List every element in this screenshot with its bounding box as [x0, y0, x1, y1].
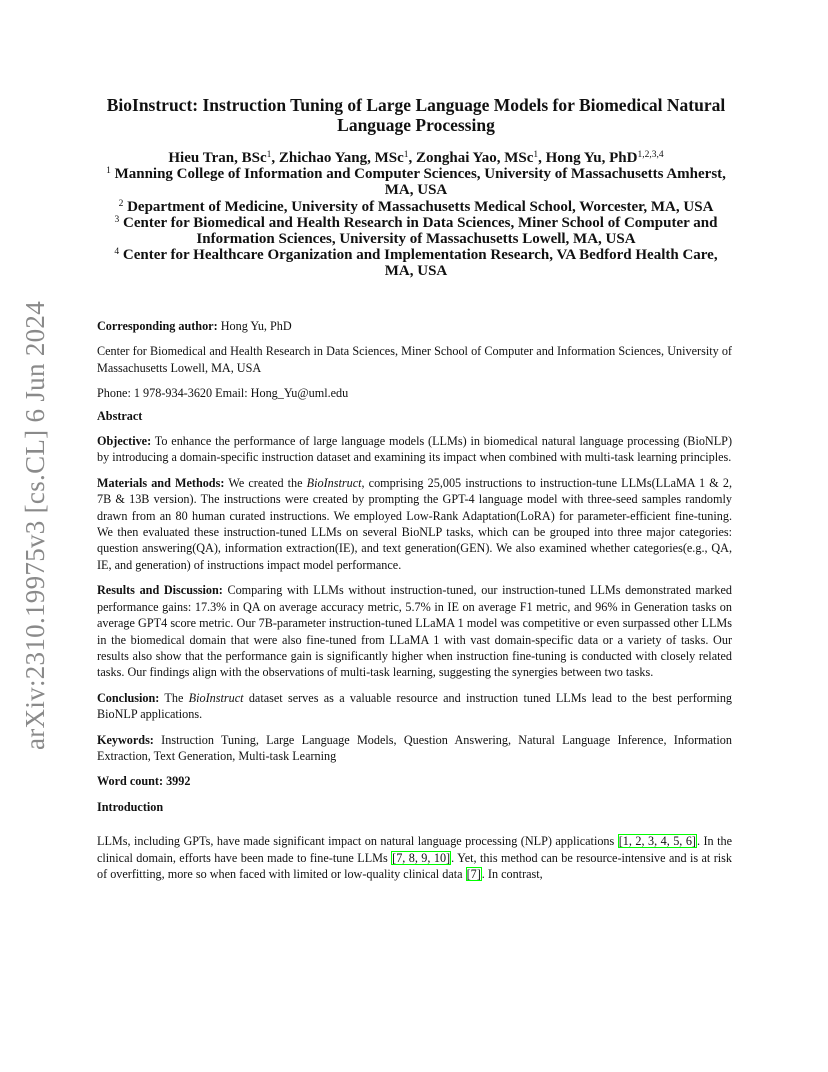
methods-text-post: , comprising 25,005 instructions to instruction-tune LLMs(LLaMA 1 & 2, 7B & 13B version). The instructions were created by prompting the GPT-4 language model with three-seed samples randomly drawn from an 80 human curated instructions. We employed Low-Rank Adaptation(LoRA) for parameter-efficient fine-tuning. We then evaluated these instruction-tuned LLMs on several BioNLP tasks, which can be grouped into three major categories: question answering(QA), information extraction(IE), and text generation(GEN). We also examined whether categories(e.g., QA, IE, and generation) of instructions impact model performance. — [97, 475, 733, 572]
author-name: Hieu Tran, BSc — [168, 150, 267, 166]
corresponding-label: Corresponding author: — [97, 319, 218, 333]
author-block — [100, 150, 732, 280]
dataset-name: BioInstruct — [188, 690, 244, 705]
results-text: Comparing with LLMs without instruction-tuned, our instruction-tuned LLMs demonstrated marked performance gains: 17.3% in QA on average accuracy metric, 5.7% in IE on average F1 metric, and 96% in Generation tasks on average GPT4 score metric. Our 7B-parameter instruction-tuned LLaMA 1 model was competitive or even surpassed other LLMs in the biomedical domain that were also fine-tuned from LLaMA 1 with vast domain-specific data or a variety of tasks. Our results also show that the performance gain is significantly higher when instruction fine-tuning is conducted with closely related tasks. Our findings align with the observations of multi-task learning, suggesting the synergies between two tasks. — [97, 583, 732, 680]
affiliation-text: Center for Healthcare Organization and Implementation Research, VA Bedford Health Care, MA, USA — [122, 247, 718, 280]
author-sup: 1 — [403, 150, 409, 160]
introduction-paragraph — [97, 833, 732, 882]
paper-title: BioInstruct: Instruction Tuning of Large Language Models for Biomedical Natural Language Processing — [106, 95, 726, 135]
conclusion-text-post: dataset serves as a valuable resource and instruction tuned LLMs lead to the best performing BioNLP applications. — [97, 690, 733, 722]
keywords — [97, 732, 732, 765]
paper-body — [97, 318, 732, 891]
introduction-heading: Introduction — [97, 799, 164, 814]
citation-link[interactable]: [7] — [466, 866, 481, 881]
corresponding-name: Hong Yu, PhD — [220, 319, 292, 333]
abstract-objective — [97, 433, 732, 466]
affiliation-num: 3 — [114, 214, 120, 225]
intro-text: . Yet, this method can be resource-intensive and is at risk of overfitting, more so when faced with limited or low-quality clinical data — [97, 850, 732, 881]
abstract-heading: Abstract — [97, 408, 143, 423]
citation-link[interactable]: [7, 8, 9, 10] — [392, 850, 451, 865]
author-sup: 1 — [533, 150, 539, 160]
keywords-label: Keywords: — [97, 732, 154, 747]
citation-link[interactable]: [1, 2, 3, 4, 5, 6] — [618, 834, 696, 849]
corresponding-contact: Phone: 1 978-934-3620 Email: Hong_Yu@uml.edu — [97, 386, 349, 401]
conclusion-label: Conclusion: — [97, 690, 160, 705]
affiliation — [100, 215, 732, 247]
dataset-name: BioInstruct — [306, 475, 362, 490]
intro-text: . In the clinical domain, efforts have been made to fine-tune LLMs — [97, 834, 732, 865]
results-label: Results and Discussion: — [97, 583, 223, 598]
corresponding-address: Center for Biomedical and Health Research in Data Sciences, Miner School of Computer and Information Sciences, University of Massachusetts Lowell, MA, USA — [97, 344, 732, 375]
abstract-conclusion — [97, 690, 732, 723]
methods-label: Materials and Methods: — [97, 475, 225, 490]
arxiv-stamp-text[interactable]: arXiv:2310.19975v3 [cs.CL] 6 Jun 2024 — [20, 300, 51, 750]
author-name: Hong Yu, PhD — [545, 150, 638, 166]
arxiv-stamp — [14, 300, 58, 750]
affiliation-num: 1 — [106, 166, 111, 177]
affiliation-num: 2 — [118, 198, 124, 209]
intro-text: . In contrast, — [481, 866, 543, 881]
author-name: Zhichao Yang, MSc — [278, 150, 404, 166]
abstract-methods — [97, 475, 732, 573]
affiliation — [100, 166, 732, 198]
author-line: Hieu Tran, BSc$^1$, Zhichao Yang, MSc$^1$, Zonghai Yao, MSc$^1$, Hong Yu, PhD$^{1,2,3,4}$ — [168, 150, 664, 166]
keywords-text: Instruction Tuning, Large Language Models, Question Answering, Natural Language Inference, Information Extraction, Text Generation, Multi-task Learning — [97, 732, 732, 763]
methods-text-pre: We created the — [228, 475, 307, 490]
abstract-results — [97, 582, 732, 680]
author-sup: 1 — [266, 150, 272, 160]
objective-label: Objective: — [97, 434, 152, 449]
affiliation-text: Manning College of Information and Computer Sciences, University of Massachusetts Amherst, MA, USA — [114, 166, 726, 199]
affiliation-text: Department of Medicine, University of Massachusetts Medical School, Worcester, MA, USA — [127, 198, 714, 215]
word-count: Word count: 3992 — [97, 774, 191, 789]
affiliation-text: Center for Biomedical and Health Research in Data Sciences, Miner School of Computer and Information Sciences, University of Massachusetts Lowell, MA, USA — [123, 214, 718, 248]
intro-text: LLMs, including GPTs, have made significant impact on natural language processing (NLP) applications — [97, 834, 618, 849]
conclusion-text-pre: The — [164, 690, 189, 705]
affiliation — [100, 247, 732, 279]
objective-text: To enhance the performance of large language models (LLMs) in biomedical natural language processing (BioNLP) by introducing a domain-specific instruction dataset and examining its impact when combined with multi-task learning principles. — [97, 434, 733, 465]
author-name: Zonghai Yao, MSc — [416, 150, 534, 166]
affiliation-num: 4 — [114, 247, 120, 258]
affiliation — [100, 199, 732, 215]
author-sup: 1,2,3,4 — [637, 150, 664, 160]
corresponding-author — [97, 318, 732, 334]
